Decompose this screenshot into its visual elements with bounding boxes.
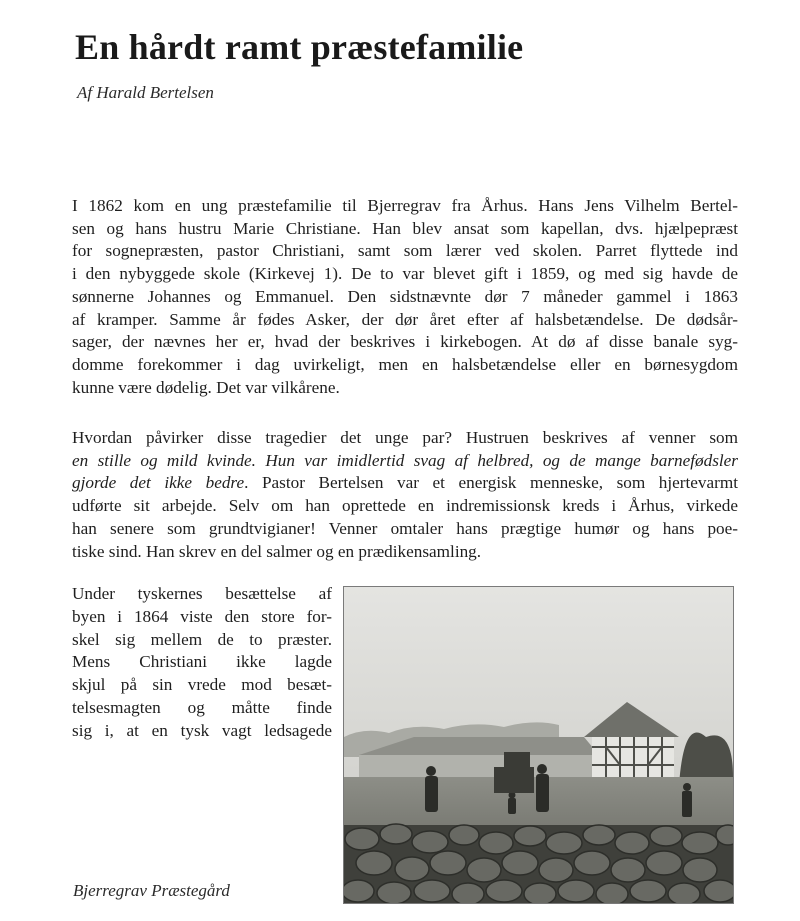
- text-line: Hvordan påvirker disse tragedier det unge par? Hustruen beskrives af venner som: [72, 428, 738, 447]
- text-line: sager, der nævnes her er, hvad der beskrives i kirkebogen. At dø af disse banale syg-: [72, 332, 738, 352]
- article-title: En hårdt ramt præstefamilie: [75, 27, 524, 67]
- paragraph-1: [72, 195, 738, 399]
- text-line-mixed: [72, 472, 738, 495]
- text-line: I 1862 kom en ung præstefamilie til Bjerregrav fra Århus. Hans Jens Vilhelm Bertel-: [72, 196, 738, 215]
- text-line: skel sig mellem de to præster.: [72, 629, 332, 649]
- article-byline: Af Harald Bertelsen: [77, 83, 214, 102]
- paragraph-3-column: [72, 583, 332, 743]
- text-line: i den nybyggede skole (Kirkevej 1). De to var blevet gift i 1859, og med sig havde de: [72, 264, 738, 284]
- parsonage-photo: [343, 586, 734, 904]
- text-line: skjul på sin vrede mod besæt-: [72, 675, 332, 695]
- text-line: sig i, at en tysk vagt ledsagede: [72, 720, 332, 740]
- text-line: Under tyskernes besættelse af: [72, 584, 332, 603]
- text-line: byen i 1864 viste den store for-: [72, 606, 332, 626]
- italic-quote: gjorde det ikke bedre: [72, 473, 245, 493]
- paragraph-2: [72, 427, 738, 563]
- text-line: for sognepræsten, pastor Christiani, samt som lærer ved skolen. Parret flyttede ind: [72, 241, 738, 261]
- text-line: Mens Christiani ikke lagde: [72, 652, 332, 672]
- photo-barn-wall: [359, 755, 599, 777]
- text-segment: . Pastor Bertelsen var et energisk menneske, som hjertevarmt: [244, 473, 739, 493]
- text-line: domme forekommer i dag uvirkeligt, men en halsbetændelse eller en børnesygdom: [72, 354, 738, 374]
- photo-stones: [344, 824, 733, 903]
- text-line: af kramper. Samme år fødes Asker, der dør året efter af halsbetændelse. De dødsår-: [72, 309, 738, 329]
- text-line: udførte sit arbejde. Selv om han oprettede en indremissionsk kreds i Århus, virkede: [72, 496, 738, 516]
- text-line-italic: en stille og mild kvinde. Hun var imidlertid svag af helbred, og de mange barnefødsler: [72, 450, 738, 470]
- text-line: sen og hans hustru Marie Christiane. Han blev ansat som kapellan, dvs. hjælpepræst: [72, 218, 738, 238]
- text-line: kunne være dødelig. Det var vilkårene.: [72, 377, 340, 397]
- photo-caption: Bjerregrav Præstegård: [73, 881, 230, 900]
- text-line: telsesmagten og måtte finde: [72, 697, 332, 717]
- text-line: sønnerne Johannes og Emmanuel. Den sidstnævnte dør 7 måneder gammel i 1863: [72, 286, 738, 306]
- text-line: tiske sind. Han skrev en del salmer og en prædikensamling.: [72, 541, 482, 561]
- text-line: han senere som grundtvigianer! Venner omtaler hans prægtige humør og hans poe-: [72, 518, 738, 538]
